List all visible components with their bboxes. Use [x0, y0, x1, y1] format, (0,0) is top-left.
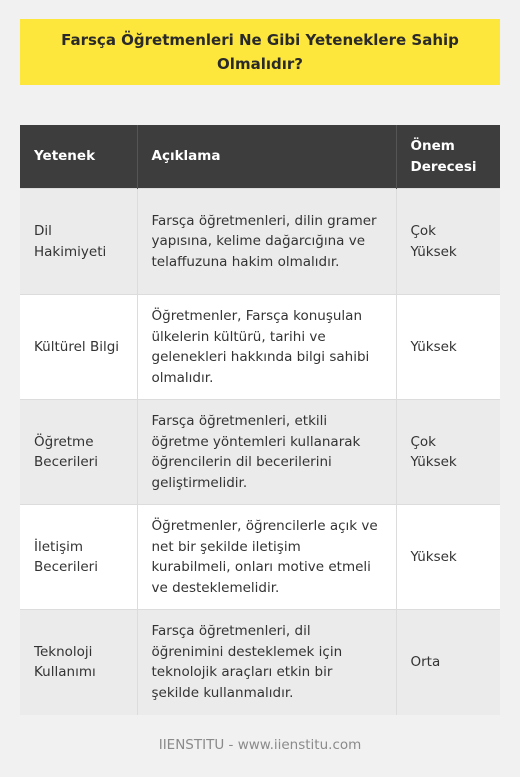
- header-skill: Yetenek: [20, 125, 137, 189]
- cell-importance: Orta: [396, 610, 500, 715]
- table-row: [20, 400, 500, 505]
- cell-description: Öğretmenler, öğrencilerle açık ve net bir şekilde iletişim kurabilmeli, onları motive etmeli ve desteklemelidir.: [137, 505, 396, 610]
- table-row: [20, 505, 500, 610]
- cell-description: Öğretmenler, Farsça konuşulan ülkelerin kültürü, tarihi ve gelenekleri hakkında bilgi sahibi olmalıdır.: [137, 295, 396, 400]
- cell-skill: Kültürel Bilgi: [20, 295, 137, 400]
- footer-credit: IIENSTITU - www.iienstitu.com: [158, 737, 362, 753]
- cell-skill: İletişim Becerileri: [20, 505, 137, 610]
- table-row: [20, 295, 500, 400]
- cell-description: Farsça öğretmenleri, dil öğrenimini desteklemek için teknolojik araçları etkin bir şekilde kullanmalıdır.: [137, 610, 396, 715]
- cell-importance: Yüksek: [396, 295, 500, 400]
- page-title: Farsça Öğretmenleri Ne Gibi Yeteneklere Sahip Olmalıdır?: [61, 31, 459, 73]
- header-description: Açıklama: [137, 125, 396, 189]
- cell-skill: Dil Hakimiyeti: [20, 189, 137, 295]
- cell-skill: Teknoloji Kullanımı: [20, 610, 137, 715]
- table-row: [20, 189, 500, 295]
- cell-importance: Çok Yüksek: [396, 189, 500, 295]
- table-header-row: [20, 125, 500, 189]
- cell-skill: Öğretme Becerileri: [20, 400, 137, 505]
- table-row: [20, 610, 500, 715]
- skills-table: [20, 125, 500, 715]
- cell-description: Farsça öğretmenleri, dilin gramer yapısına, kelime dağarcığına ve telaffuzuna hakim olmalıdır.: [137, 189, 396, 295]
- title-banner: [20, 19, 500, 85]
- header-importance: Önem Derecesi: [396, 125, 500, 189]
- cell-importance: Çok Yüksek: [396, 400, 500, 505]
- cell-description: Farsça öğretmenleri, etkili öğretme yöntemleri kullanarak öğrencilerin dil becerilerini geliştirmelidir.: [137, 400, 396, 505]
- cell-importance: Yüksek: [396, 505, 500, 610]
